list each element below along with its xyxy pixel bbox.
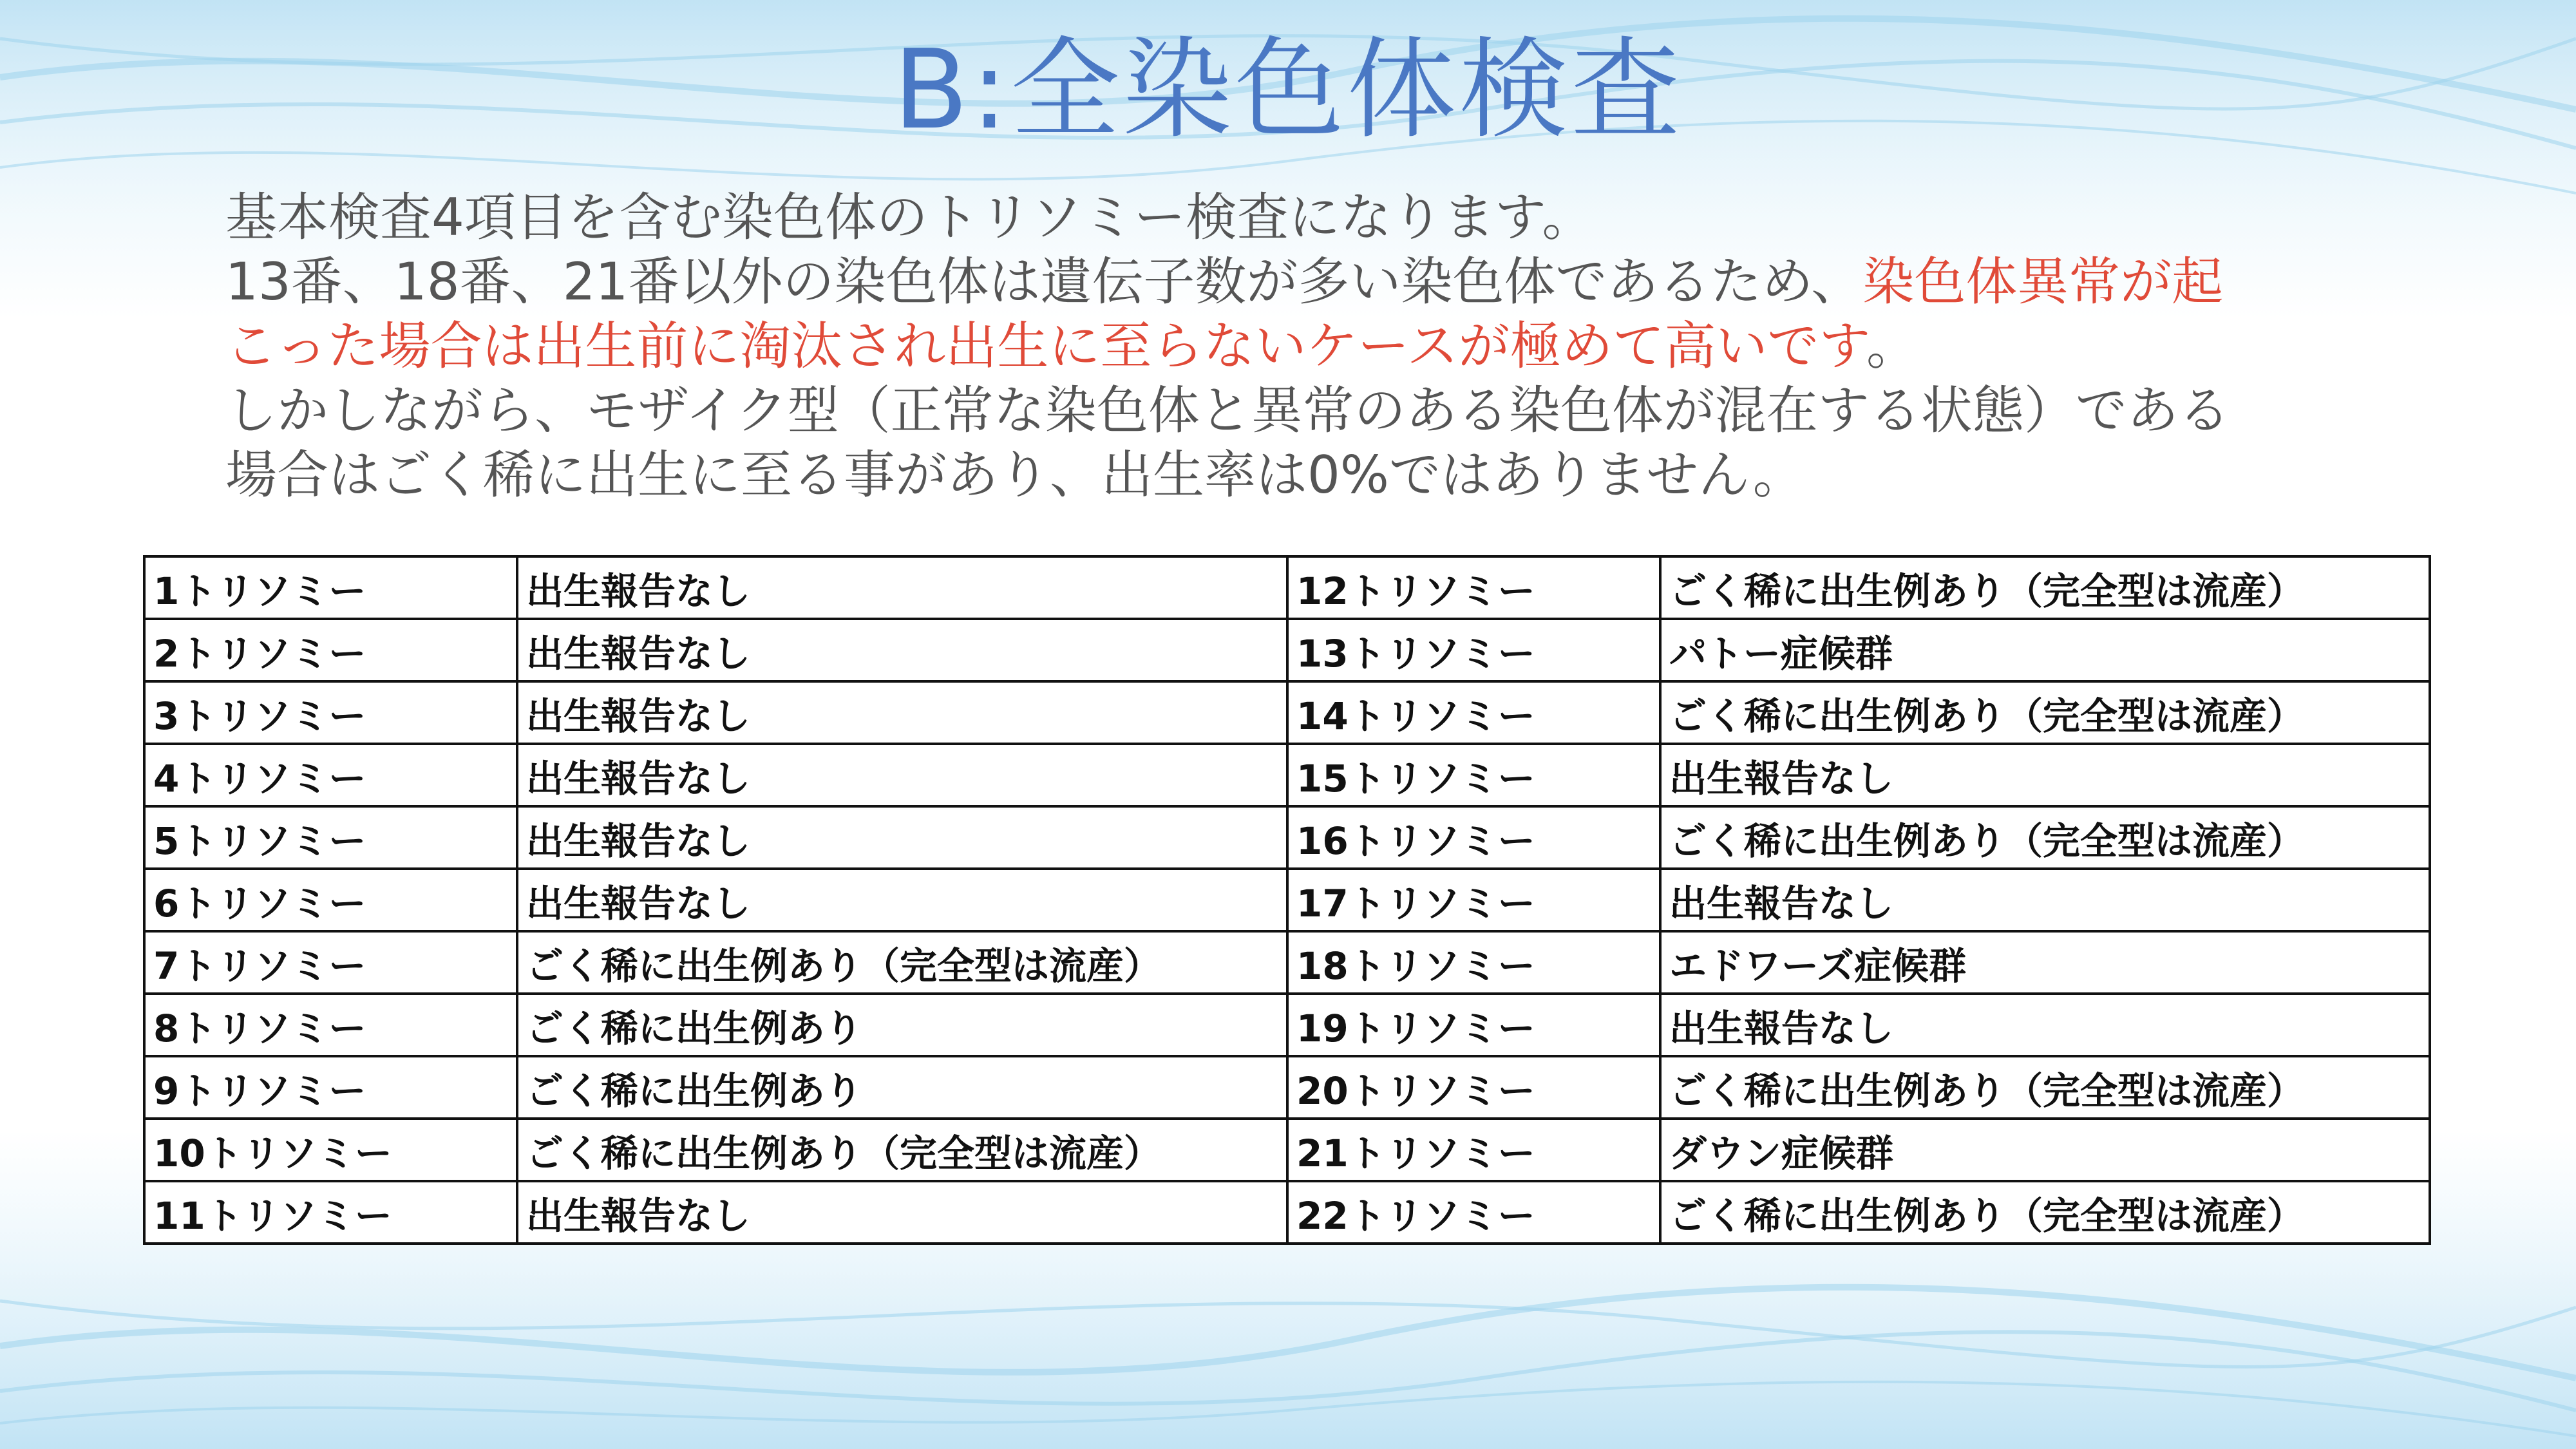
- trisomy-name-cell: 2トリソミー: [144, 619, 517, 681]
- trisomy-name-cell: 16トリソミー: [1287, 806, 1660, 869]
- intro-line-4: しかしながら、モザイク型（正常な染色体と異常のある染色体が混在する状態）である: [225, 381, 2230, 440]
- birth-result-cell: ごく稀に出生例あり（完全型は流産）: [517, 1119, 1287, 1181]
- birth-result-cell: 出生報告なし: [1660, 869, 2430, 931]
- intro-line-3-highlight: こった場合は出生前に淘汰され出生に至らないケースが極めて高いです: [225, 316, 1866, 376]
- trisomy-name-cell: 4トリソミー: [144, 744, 517, 806]
- birth-result-cell: ごく稀に出生例あり（完全型は流産）: [1660, 1056, 2430, 1119]
- birth-result-cell: ごく稀に出生例あり（完全型は流産）: [517, 931, 1287, 994]
- birth-result-cell: ごく稀に出生例あり（完全型は流産）: [1660, 806, 2430, 869]
- birth-result-cell: ごく稀に出生例あり（完全型は流産）: [1660, 681, 2430, 744]
- birth-result-cell: ごく稀に出生例あり: [517, 994, 1287, 1056]
- intro-line-3: [225, 314, 2383, 379]
- intro-line-5: 場合はごく稀に出生に至る事があり、出生率は0%ではありません。: [225, 445, 1804, 505]
- trisomy-name-cell: 9トリソミー: [144, 1056, 517, 1119]
- birth-result-cell: 出生報告なし: [517, 619, 1287, 681]
- trisomy-name-cell: 17トリソミー: [1287, 869, 1660, 931]
- trisomy-table-body: [144, 556, 2430, 1244]
- trisomy-table: [143, 555, 2431, 1245]
- birth-result-cell: 出生報告なし: [1660, 744, 2430, 806]
- trisomy-name-cell: 5トリソミー: [144, 806, 517, 869]
- birth-result-cell: 出生報告なし: [517, 806, 1287, 869]
- birth-result-cell: ごく稀に出生例あり（完全型は流産）: [1660, 556, 2430, 619]
- birth-result-cell: 出生報告なし: [517, 1181, 1287, 1244]
- trisomy-name-cell: 12トリソミー: [1287, 556, 1660, 619]
- birth-result-cell: ごく稀に出生例あり: [517, 1056, 1287, 1119]
- trisomy-name-cell: 10トリソミー: [144, 1119, 517, 1181]
- intro-line-1: 基本検査4項目を含む染色体のトリソミー検査になります。: [225, 187, 1594, 247]
- intro-paragraph: [225, 185, 2383, 507]
- slide-title: B:全染色体検査: [893, 26, 1683, 154]
- birth-result-cell: パトー症候群: [1660, 619, 2430, 681]
- intro-line-2: [225, 250, 2383, 314]
- trisomy-name-cell: 20トリソミー: [1287, 1056, 1660, 1119]
- trisomy-name-cell: 7トリソミー: [144, 931, 517, 994]
- trisomy-name-cell: 15トリソミー: [1287, 744, 1660, 806]
- intro-line-2-text: 13番、18番、21番以外の染色体は遺伝子数が多い染色体であるため、: [225, 252, 1863, 312]
- table-row: [144, 556, 2430, 619]
- table-row: [144, 1119, 2430, 1181]
- trisomy-name-cell: 21トリソミー: [1287, 1119, 1660, 1181]
- birth-result-cell: ごく稀に出生例あり（完全型は流産）: [1660, 1181, 2430, 1244]
- trisomy-name-cell: 11トリソミー: [144, 1181, 517, 1244]
- table-row: [144, 1181, 2430, 1244]
- table-row: [144, 744, 2430, 806]
- trisomy-name-cell: 14トリソミー: [1287, 681, 1660, 744]
- birth-result-cell: 出生報告なし: [517, 869, 1287, 931]
- birth-result-cell: ダウン症候群: [1660, 1119, 2430, 1181]
- table-row: [144, 619, 2430, 681]
- intro-line-3-tail: 。: [1866, 316, 1918, 376]
- birth-result-cell: エドワーズ症候群: [1660, 931, 2430, 994]
- birth-result-cell: 出生報告なし: [517, 744, 1287, 806]
- intro-line-2-highlight: 染色体異常が起: [1862, 252, 2224, 312]
- table-row: [144, 1056, 2430, 1119]
- table-row: [144, 994, 2430, 1056]
- trisomy-name-cell: 13トリソミー: [1287, 619, 1660, 681]
- trisomy-name-cell: 1トリソミー: [144, 556, 517, 619]
- trisomy-name-cell: 22トリソミー: [1287, 1181, 1660, 1244]
- table-row: [144, 931, 2430, 994]
- birth-result-cell: 出生報告なし: [517, 681, 1287, 744]
- trisomy-name-cell: 19トリソミー: [1287, 994, 1660, 1056]
- birth-result-cell: 出生報告なし: [517, 556, 1287, 619]
- birth-result-cell: 出生報告なし: [1660, 994, 2430, 1056]
- trisomy-name-cell: 6トリソミー: [144, 869, 517, 931]
- trisomy-name-cell: 8トリソミー: [144, 994, 517, 1056]
- table-row: [144, 869, 2430, 931]
- table-row: [144, 681, 2430, 744]
- table-row: [144, 806, 2430, 869]
- trisomy-name-cell: 3トリソミー: [144, 681, 517, 744]
- trisomy-name-cell: 18トリソミー: [1287, 931, 1660, 994]
